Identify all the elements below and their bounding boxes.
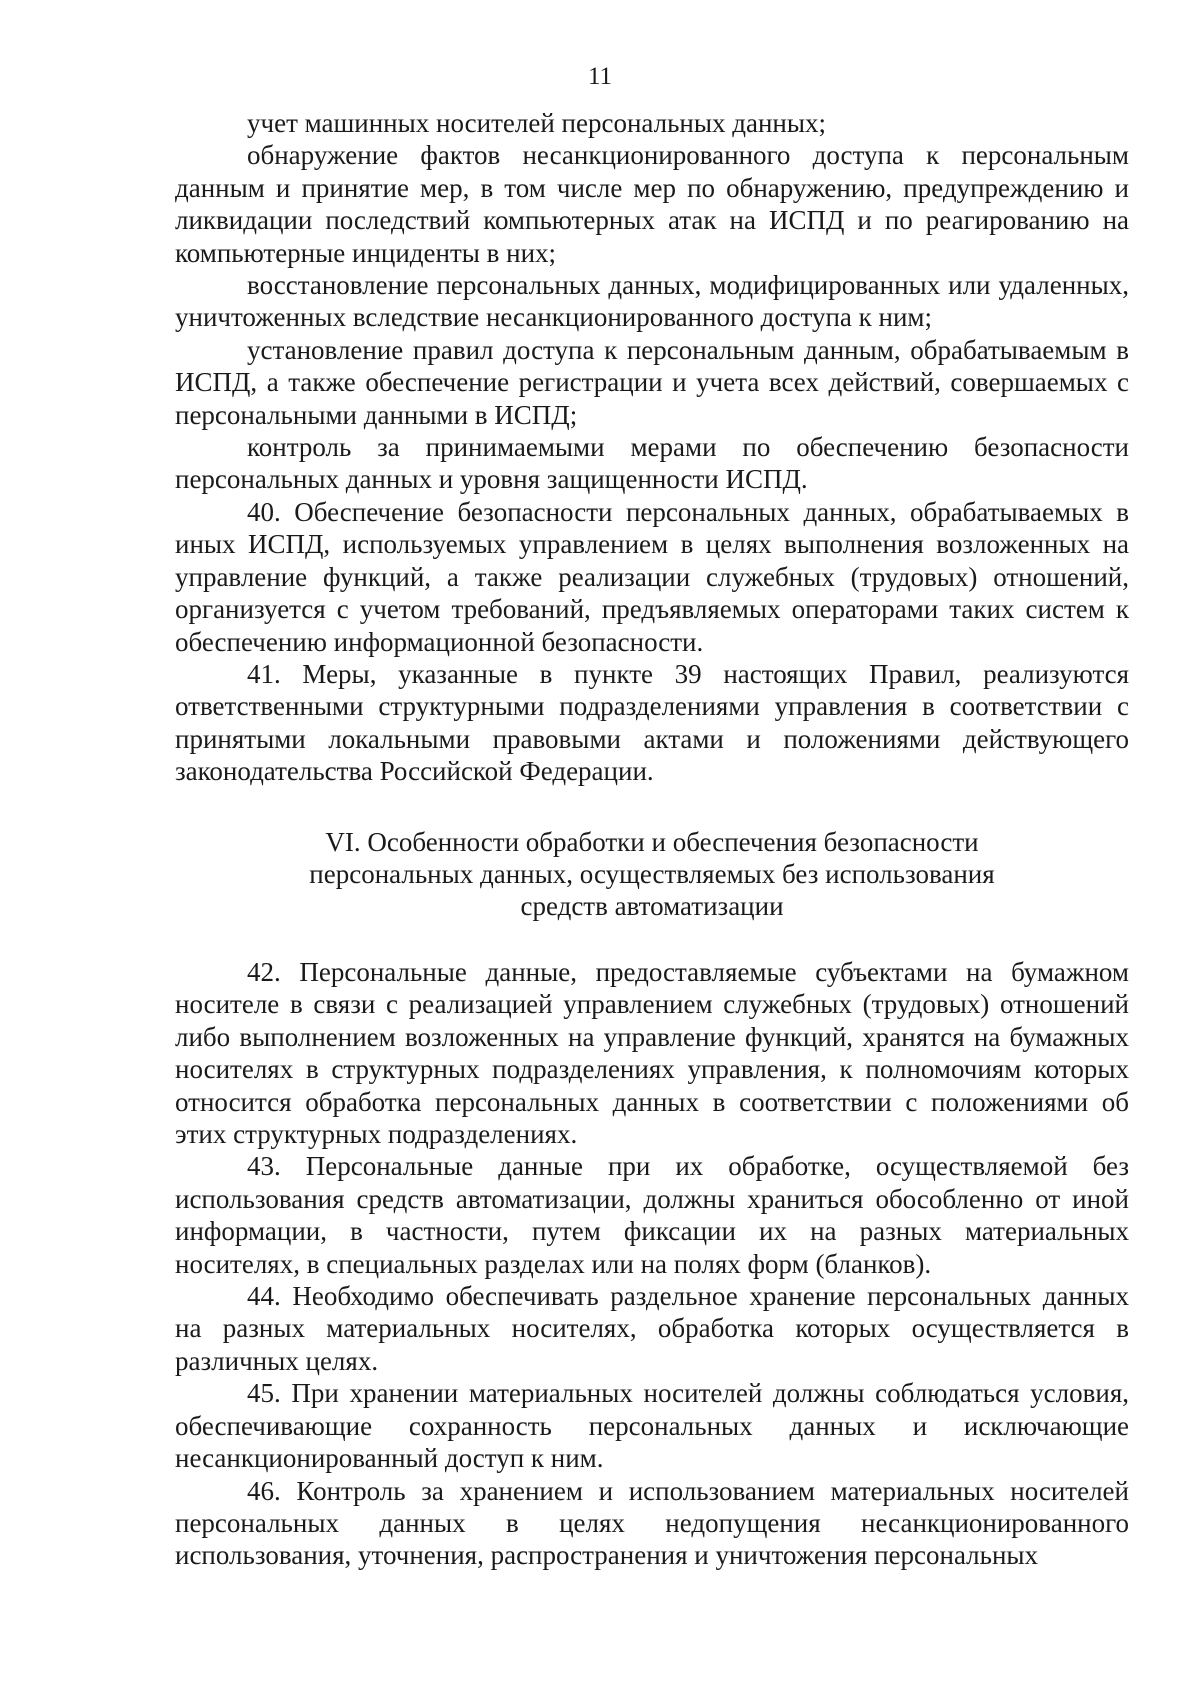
paragraph: установление правил доступа к персональным данным, обрабатываемым в ИСПД, а также обеспечение регистрации и учета всех действий, совершаемых с персональными данными в ИСПД; [175,334,1129,430]
paragraph-item-44: 44. Необходимо обеспечивать раздельное хранение персональных данных на разных материальных носителях, обработка которых осуществляется в различных целях. [175,1281,1129,1376]
paragraph: учет машинных носителей персональных данных; [247,108,826,138]
paragraph: восстановление персональных данных, модифицированных или удаленных, уничтоженных вследствие несанкционированного доступа к ним; [175,270,1129,333]
paragraph-item-46: 46. Контроль за хранением и использованием материальных носителей персональных данных в целях недопущения несанкционированного использования, уточнения, распространения и уничтожения персональных [175,1475,1129,1571]
section-heading [175,826,1129,922]
paragraph-item-41: 41. Меры, указанные в пункте 39 настоящих Правил, реализуются ответственными структурными подразделениями управления в соответствии с принятыми локальными правовыми актами и положениями действующего законодательства Российской Федерации. [175,658,1129,787]
section-heading-line: персональных данных, осуществляемых без использования [309,859,995,889]
page-number: 11 [587,63,613,90]
text-block-upper [175,107,1129,788]
paragraph-item-42: 42. Персональные данные, предоставляемые субъектами на бумажном носителе в связи с реализацией управлением служебных (трудовых) отношений либо выполнением возложенных на управление функций, хранятся на бумажных носителях в структурных подразделениях управления, к полномочиям которых относится обработка персональных данных в соответствии с положениями об этих структурных подразделениях. [175,957,1129,1150]
section-heading-line: VI. Особенности обработки и обеспечения безопасности [325,827,979,857]
paragraph: контроль за принимаемыми мерами по обеспечению безопасности персональных данных и уровня защищенности ИСПД. [175,432,1129,495]
text-block-lower [175,956,1129,1572]
paragraph-item-40: 40. Обеспечение безопасности персональных данных, обрабатываемых в иных ИСПД, используемых управлением в целях выполнения возложенных на управление функций, а также реализации служебных (трудовых) отношений, организуется с учетом требований, предъявляемых операторами таких систем к обеспечению информационной безопасности. [175,496,1129,657]
paragraph: обнаружение фактов несанкционированного доступа к персональным данным и принятие мер, в том числе мер по обнаружению, предупреждению и ликвидации последствий компьютерных атак на ИСПД и по реагированию на компьютерные инциденты в них; [175,140,1129,268]
paragraph-item-45: 45. При хранении материальных носителей должны соблюдаться условия, обеспечивающие сохранность персональных данных и исключающие несанкционированный доступ к ним. [175,1378,1129,1474]
section-heading-line: средств автоматизации [520,891,784,921]
paragraph-item-43: 43. Персональные данные при их обработке, осуществляемой без использования средств автоматизации, должны храниться обособленно от иной информации, в частности, путем фиксации их на разных материальных носителях, в специальных разделах или на полях форм (бланков). [175,1151,1129,1279]
